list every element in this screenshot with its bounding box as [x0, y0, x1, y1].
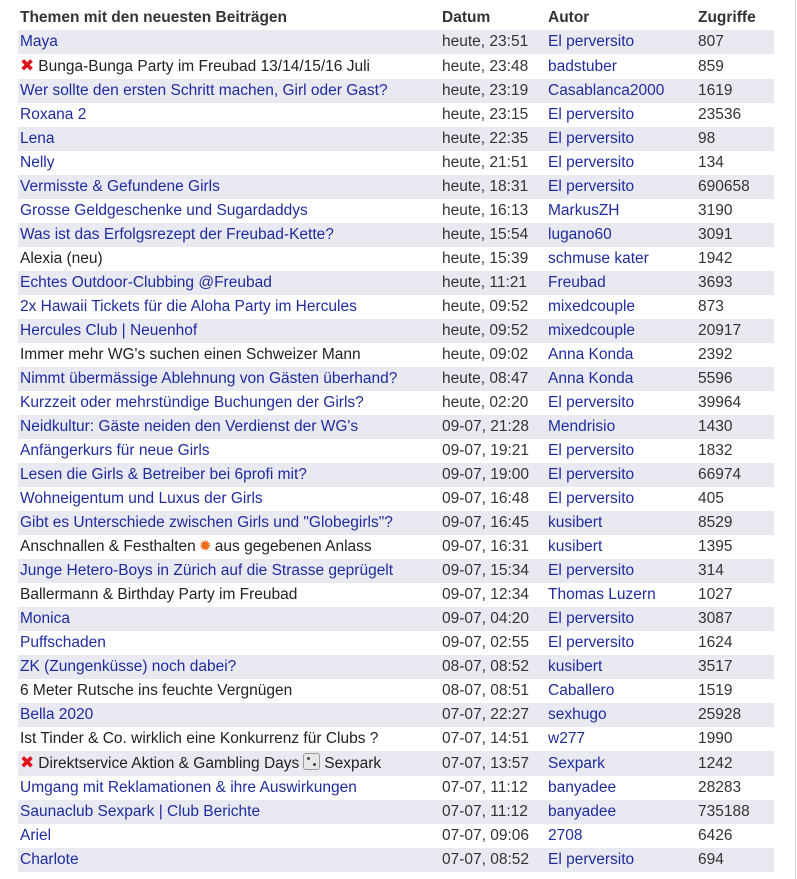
date-cell: heute, 09:52 — [440, 319, 546, 343]
date-cell: heute, 23:15 — [440, 103, 546, 127]
table-row — [18, 175, 774, 199]
author-cell — [546, 463, 696, 487]
date-cell: heute, 21:51 — [440, 151, 546, 175]
date-cell: 09-07, 04:20 — [440, 607, 546, 631]
author-link[interactable]: badstuber — [548, 57, 617, 75]
date-cell: heute, 02:20 — [440, 391, 546, 415]
date-cell: heute, 23:48 — [440, 54, 546, 79]
author-cell — [546, 487, 696, 511]
views-cell: 3091 — [696, 223, 774, 247]
header-views: Zugriffe — [698, 9, 756, 26]
views-cell: 694 — [696, 848, 774, 872]
views-cell: 859 — [696, 54, 774, 79]
topic-cell — [18, 848, 440, 872]
topic-cell — [18, 79, 440, 103]
views-cell: 98 — [696, 127, 774, 151]
author-cell — [546, 199, 696, 223]
topic-cell — [18, 367, 440, 391]
author-cell — [546, 727, 696, 751]
table-row — [18, 30, 774, 54]
author-cell — [546, 415, 696, 439]
author-cell — [546, 271, 696, 295]
topic-link[interactable]: Nimmt übermässige Ablehnung von Gästen überhand? — [20, 370, 398, 387]
author-cell — [546, 319, 696, 343]
author-cell — [546, 511, 696, 535]
date-cell: 07-07, 11:12 — [440, 800, 546, 824]
table-row — [18, 127, 774, 151]
topic-link[interactable]: ZK (Zungenküsse) noch dabei? — [20, 658, 237, 675]
author-cell — [546, 559, 696, 583]
date-cell: 09-07, 19:00 — [440, 463, 546, 487]
author-cell — [546, 703, 696, 727]
table-header-row — [18, 6, 774, 30]
topic-link[interactable]: Lesen die Girls & Betreiber bei 6profi mit? — [20, 466, 307, 483]
topic-link-suffix[interactable]: aus gegebenen Anlass — [214, 538, 372, 555]
date-cell: heute, 11:21 — [440, 271, 546, 295]
author-link[interactable]: banyadee — [548, 803, 617, 820]
table-row — [18, 824, 774, 848]
author-cell — [546, 127, 696, 151]
table-row — [18, 79, 774, 103]
author-link[interactable]: mixedcouple — [548, 322, 636, 339]
views-cell: 134 — [696, 151, 774, 175]
x-icon: ✖ — [20, 753, 35, 772]
author-link[interactable]: MarkusZH — [548, 202, 620, 219]
table-row — [18, 271, 774, 295]
date-cell: 09-07, 16:48 — [440, 487, 546, 511]
latest-topics-table — [18, 6, 774, 872]
author-link[interactable]: banyadee — [548, 779, 617, 796]
date-cell: 09-07, 16:31 — [440, 535, 546, 559]
x-icon: ✖ — [20, 56, 35, 75]
author-link[interactable]: Thomas Luzern — [548, 586, 656, 603]
table-row — [18, 103, 774, 127]
views-cell: 1430 — [696, 415, 774, 439]
author-link[interactable]: 2708 — [548, 827, 583, 844]
author-link[interactable]: El perversito — [548, 562, 635, 579]
views-cell: 1942 — [696, 247, 774, 271]
author-link[interactable]: kusibert — [548, 658, 603, 675]
table-row — [18, 415, 774, 439]
date-cell: heute, 18:31 — [440, 175, 546, 199]
topic-link[interactable]: Saunaclub Sexpark | Club Berichte — [20, 803, 261, 820]
topic-cell — [18, 54, 440, 79]
topic-link[interactable]: Was ist das Erfolgsrezept der Freubad-Kette? — [20, 226, 334, 243]
views-cell: 690658 — [696, 175, 774, 199]
author-cell — [546, 103, 696, 127]
table-row — [18, 751, 774, 776]
author-cell — [546, 631, 696, 655]
table-row — [18, 343, 774, 367]
author-link[interactable]: kusibert — [548, 514, 603, 531]
author-cell — [546, 343, 696, 367]
author-link[interactable]: mixedcouple — [548, 298, 636, 315]
author-cell — [546, 367, 696, 391]
topic-link[interactable]: Wer sollte den ersten Schritt machen, Girl oder Gast? — [20, 82, 388, 99]
topic-cell — [18, 295, 440, 319]
author-link[interactable]: Sexpark — [548, 754, 605, 772]
topic-cell — [18, 175, 440, 199]
topic-link[interactable]: Vermisste & Gefundene Girls — [20, 178, 220, 195]
author-link[interactable]: sexhugo — [548, 706, 607, 723]
collision-icon: ✹ — [198, 538, 212, 555]
table-row — [18, 535, 774, 559]
author-cell — [546, 175, 696, 199]
author-link[interactable]: w277 — [548, 730, 586, 747]
table-row — [18, 247, 774, 271]
topic-link[interactable]: 6 Meter Rutsche ins feuchte Vergnügen — [20, 682, 293, 699]
table-row — [18, 727, 774, 751]
author-link[interactable]: Casablanca2000 — [548, 82, 665, 99]
topic-cell — [18, 319, 440, 343]
table-row — [18, 776, 774, 800]
views-cell: 23536 — [696, 103, 774, 127]
views-cell: 25928 — [696, 703, 774, 727]
topic-link-suffix[interactable]: Sexpark — [324, 755, 382, 772]
date-cell: 09-07, 12:34 — [440, 583, 546, 607]
topic-cell — [18, 607, 440, 631]
topics-body — [18, 30, 774, 872]
views-cell: 3087 — [696, 607, 774, 631]
date-cell: heute, 15:39 — [440, 247, 546, 271]
views-cell: 3190 — [696, 199, 774, 223]
author-cell — [546, 223, 696, 247]
views-cell: 1619 — [696, 79, 774, 103]
author-link[interactable]: Anna Konda — [548, 370, 634, 387]
table-row — [18, 391, 774, 415]
topic-cell — [18, 415, 440, 439]
topic-link[interactable]: Nelly — [20, 154, 55, 171]
topic-link[interactable]: Ariel — [20, 827, 52, 844]
topic-link[interactable]: Anschnallen & Festhalten — [20, 538, 196, 555]
views-cell: 1242 — [696, 751, 774, 776]
author-cell — [546, 79, 696, 103]
table-row — [18, 703, 774, 727]
topic-link[interactable]: Echtes Outdoor-Clubbing @Freubad — [20, 274, 272, 291]
date-cell: heute, 16:13 — [440, 199, 546, 223]
table-row — [18, 848, 774, 872]
views-cell: 1624 — [696, 631, 774, 655]
topic-cell — [18, 824, 440, 848]
header-author: Autor — [548, 9, 590, 26]
topic-cell — [18, 679, 440, 703]
author-cell — [546, 776, 696, 800]
table-row — [18, 199, 774, 223]
views-cell: 5596 — [696, 367, 774, 391]
topic-cell — [18, 30, 440, 54]
topic-cell — [18, 439, 440, 463]
views-cell: 39964 — [696, 391, 774, 415]
views-cell: 1832 — [696, 439, 774, 463]
topic-cell — [18, 751, 440, 776]
author-cell — [546, 800, 696, 824]
views-cell: 873 — [696, 295, 774, 319]
topic-cell — [18, 127, 440, 151]
date-cell: 07-07, 08:52 — [440, 848, 546, 872]
topic-cell — [18, 727, 440, 751]
topic-link[interactable]: Immer mehr WG's suchen einen Schweizer Mann — [20, 346, 361, 363]
topic-cell — [18, 271, 440, 295]
table-row — [18, 511, 774, 535]
date-cell: 08-07, 08:52 — [440, 655, 546, 679]
topic-link[interactable]: Bella 2020 — [20, 706, 94, 723]
table-row — [18, 655, 774, 679]
date-cell: 07-07, 11:12 — [440, 776, 546, 800]
table-row — [18, 295, 774, 319]
topic-link[interactable]: Hercules Club | Neuenhof — [20, 322, 198, 339]
table-row — [18, 631, 774, 655]
author-link[interactable]: kusibert — [548, 538, 603, 555]
author-cell — [546, 535, 696, 559]
author-link[interactable]: lugano60 — [548, 226, 612, 243]
author-cell — [546, 54, 696, 79]
author-cell — [546, 30, 696, 54]
author-cell — [546, 247, 696, 271]
views-cell: 1519 — [696, 679, 774, 703]
table-row — [18, 607, 774, 631]
topic-link[interactable]: Gibt es Unterschiede zwischen Girls und "Globegirls"? — [20, 514, 393, 531]
author-cell — [546, 848, 696, 872]
views-cell: 3693 — [696, 271, 774, 295]
date-cell: 07-07, 22:27 — [440, 703, 546, 727]
topic-cell — [18, 631, 440, 655]
topic-link[interactable]: Alexia (neu) — [20, 250, 103, 267]
topic-link[interactable]: Puffschaden — [20, 634, 106, 651]
date-cell: 07-07, 14:51 — [440, 727, 546, 751]
topic-cell — [18, 583, 440, 607]
topic-link[interactable]: Umgang mit Reklamationen & ihre Auswirkungen — [20, 779, 357, 796]
topic-cell — [18, 103, 440, 127]
views-cell: 1027 — [696, 583, 774, 607]
topic-cell — [18, 559, 440, 583]
views-cell: 735188 — [696, 800, 774, 824]
date-cell: heute, 08:47 — [440, 367, 546, 391]
topic-cell — [18, 655, 440, 679]
topic-link[interactable]: Wohneigentum und Luxus der Girls — [20, 490, 263, 507]
author-link[interactable]: El perversito — [548, 490, 635, 507]
author-cell — [546, 751, 696, 776]
author-link[interactable]: El perversito — [548, 442, 635, 459]
table-row — [18, 367, 774, 391]
topic-cell — [18, 199, 440, 223]
author-link[interactable]: Caballero — [548, 682, 615, 699]
topic-cell — [18, 487, 440, 511]
topic-cell — [18, 776, 440, 800]
views-cell: 314 — [696, 559, 774, 583]
topic-cell — [18, 511, 440, 535]
topic-link[interactable]: Roxana 2 — [20, 106, 87, 123]
views-cell: 6426 — [696, 824, 774, 848]
author-link[interactable]: El perversito — [548, 851, 635, 868]
topic-link[interactable]: Ist Tinder & Co. wirklich eine Konkurrenz für Clubs ? — [20, 730, 379, 747]
date-cell: heute, 09:52 — [440, 295, 546, 319]
topic-link[interactable]: 2x Hawaii Tickets für die Aloha Party im Hercules — [20, 298, 357, 315]
topic-link[interactable]: Junge Hetero-Boys in Zürich auf die Strasse geprügelt — [20, 562, 394, 579]
author-cell — [546, 583, 696, 607]
dice-icon — [303, 753, 320, 770]
topic-cell — [18, 223, 440, 247]
topic-cell — [18, 343, 440, 367]
table-row — [18, 583, 774, 607]
author-link[interactable]: Freubad — [548, 274, 606, 291]
topic-link[interactable]: Maya — [20, 33, 58, 50]
table-row — [18, 487, 774, 511]
author-cell — [546, 679, 696, 703]
table-row — [18, 151, 774, 175]
topic-link[interactable]: Lena — [20, 130, 55, 147]
topic-link[interactable]: Neidkultur: Gäste neiden den Verdienst der WG's — [20, 418, 359, 435]
author-cell — [546, 607, 696, 631]
topic-cell — [18, 463, 440, 487]
date-cell: 08-07, 08:51 — [440, 679, 546, 703]
author-link[interactable]: El perversito — [548, 466, 635, 483]
topic-cell — [18, 247, 440, 271]
author-link[interactable]: El perversito — [548, 178, 635, 195]
table-row — [18, 800, 774, 824]
table-row — [18, 319, 774, 343]
author-cell — [546, 824, 696, 848]
header-topics: Themen mit den neuesten Beiträgen — [20, 9, 287, 26]
views-cell: 405 — [696, 487, 774, 511]
author-link[interactable]: El perversito — [548, 154, 635, 171]
views-cell: 20917 — [696, 319, 774, 343]
date-cell: heute, 22:35 — [440, 127, 546, 151]
topic-cell — [18, 151, 440, 175]
author-cell — [546, 295, 696, 319]
author-link[interactable]: El perversito — [548, 106, 635, 123]
topic-link[interactable]: Anfängerkurs für neue Girls — [20, 442, 210, 459]
author-link[interactable]: El perversito — [548, 634, 635, 651]
date-cell: 09-07, 02:55 — [440, 631, 546, 655]
views-cell: 8529 — [696, 511, 774, 535]
topic-link[interactable]: Monica — [20, 610, 70, 627]
author-cell — [546, 151, 696, 175]
date-cell: heute, 09:02 — [440, 343, 546, 367]
date-cell: heute, 23:19 — [440, 79, 546, 103]
author-cell — [546, 655, 696, 679]
views-cell: 28283 — [696, 776, 774, 800]
table-row — [18, 439, 774, 463]
topic-link[interactable]: Bunga-Bunga Party im Freubad 13/14/15/16 Juli — [38, 58, 370, 75]
author-link[interactable]: El perversito — [548, 33, 635, 50]
views-cell: 2392 — [696, 343, 774, 367]
date-cell: heute, 15:54 — [440, 223, 546, 247]
topic-cell — [18, 535, 440, 559]
author-cell — [546, 391, 696, 415]
author-link[interactable]: Mendrisio — [548, 418, 616, 435]
topic-link[interactable]: Kurzzeit oder mehrstündige Buchungen der Girls? — [20, 394, 364, 411]
views-cell: 66974 — [696, 463, 774, 487]
views-cell: 1395 — [696, 535, 774, 559]
date-cell: 09-07, 16:45 — [440, 511, 546, 535]
date-cell: 09-07, 15:34 — [440, 559, 546, 583]
date-cell: 09-07, 19:21 — [440, 439, 546, 463]
date-cell: 07-07, 13:57 — [440, 751, 546, 776]
table-row — [18, 54, 774, 79]
topic-link[interactable]: Direktservice Aktion & Gambling Days — [38, 755, 300, 772]
views-cell: 3517 — [696, 655, 774, 679]
topic-cell — [18, 800, 440, 824]
author-link[interactable]: schmuse kater — [548, 250, 649, 267]
table-row — [18, 223, 774, 247]
author-link[interactable]: Anna Konda — [548, 346, 634, 363]
topic-cell — [18, 703, 440, 727]
author-link[interactable]: El perversito — [548, 610, 635, 627]
table-row — [18, 559, 774, 583]
views-cell: 1990 — [696, 727, 774, 751]
topic-link[interactable]: Charlote — [20, 851, 79, 868]
author-link[interactable]: El perversito — [548, 394, 635, 411]
header-date: Datum — [442, 9, 491, 26]
topic-link[interactable]: Ballermann & Birthday Party im Freubad — [20, 586, 298, 603]
date-cell: 07-07, 09:06 — [440, 824, 546, 848]
author-cell — [546, 439, 696, 463]
views-cell: 807 — [696, 30, 774, 54]
topic-cell — [18, 391, 440, 415]
author-link[interactable]: El perversito — [548, 130, 635, 147]
date-cell: 09-07, 21:28 — [440, 415, 546, 439]
topic-link[interactable]: Grosse Geldgeschenke und Sugardaddys — [20, 202, 308, 219]
date-cell: heute, 23:51 — [440, 30, 546, 54]
table-row — [18, 679, 774, 703]
table-row — [18, 463, 774, 487]
